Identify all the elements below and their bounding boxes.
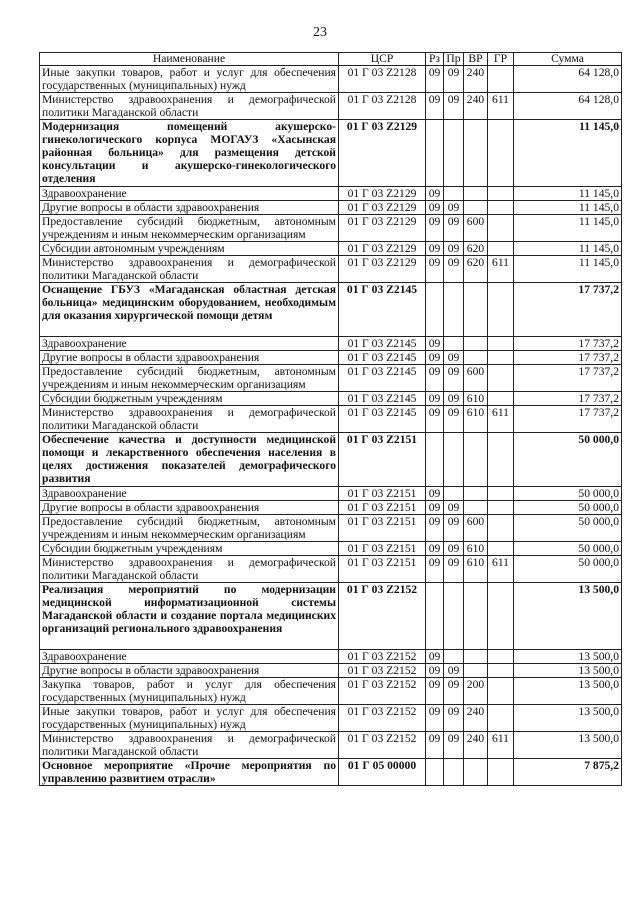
row-rz-cell: 09: [426, 256, 444, 283]
row-csr-cell: 01 Г 03 Z2152: [339, 650, 426, 664]
row-sum-cell: 64 128,0: [514, 66, 622, 93]
table-header-row: [40, 53, 622, 66]
table-row: [40, 487, 622, 501]
row-csr-cell: 01 Г 03 Z2151: [339, 501, 426, 515]
row-gr-cell: [488, 664, 514, 678]
row-vr-cell: [464, 501, 488, 515]
table-row: [40, 732, 622, 759]
row-rz-cell: 09: [426, 187, 444, 201]
header-vr: ВР: [464, 53, 488, 66]
row-csr-cell: 01 Г 03 Z2152: [339, 705, 426, 732]
row-sum-cell: 13 500,0: [514, 678, 622, 705]
table-row: [40, 583, 622, 650]
table-row: [40, 187, 622, 201]
row-gr-cell: [488, 759, 514, 786]
row-csr-cell: 01 Г 03 Z2152: [339, 678, 426, 705]
row-pr-cell: 09: [444, 542, 464, 556]
table-row: [40, 556, 622, 583]
row-sum-cell: 11 145,0: [514, 201, 622, 215]
row-name-cell: Иные закупки товаров, работ и услуг для обеспечения государственных (муниципальных) нужд: [40, 66, 339, 93]
table-row: [40, 201, 622, 215]
table-row: [40, 392, 622, 406]
row-name-cell: Другие вопросы в области здравоохранения: [40, 501, 339, 515]
row-gr-cell: [488, 515, 514, 542]
row-vr-cell: 600: [464, 515, 488, 542]
row-gr-cell: 611: [488, 93, 514, 120]
row-rz-cell: 09: [426, 501, 444, 515]
row-sum-cell: 7 875,2: [514, 759, 622, 786]
row-rz-cell: 09: [426, 556, 444, 583]
row-csr-cell: 01 Г 03 Z2145: [339, 406, 426, 433]
row-vr-cell: 610: [464, 392, 488, 406]
row-pr-cell: 09: [444, 201, 464, 215]
row-sum-cell: 11 145,0: [514, 120, 622, 187]
row-vr-cell: 610: [464, 406, 488, 433]
row-csr-cell: 01 Г 03 Z2129: [339, 187, 426, 201]
row-rz-cell: 09: [426, 66, 444, 93]
row-rz-cell: 09: [426, 678, 444, 705]
row-csr-cell: 01 Г 03 Z2129: [339, 201, 426, 215]
row-name-cell: Другие вопросы в области здравоохранения: [40, 664, 339, 678]
row-gr-cell: 611: [488, 406, 514, 433]
row-sum-cell: 11 145,0: [514, 256, 622, 283]
row-gr-cell: [488, 120, 514, 187]
table-row: [40, 66, 622, 93]
row-sum-cell: 17 737,2: [514, 283, 622, 337]
row-vr-cell: [464, 351, 488, 365]
row-gr-cell: [488, 242, 514, 256]
row-vr-cell: 610: [464, 556, 488, 583]
table-row: [40, 406, 622, 433]
row-name-cell: Министерство здравоохранения и демографической политики Магаданской области: [40, 93, 339, 120]
row-vr-cell: [464, 759, 488, 786]
row-csr-cell: 01 Г 03 Z2129: [339, 256, 426, 283]
row-gr-cell: 611: [488, 556, 514, 583]
row-rz-cell: 09: [426, 365, 444, 392]
row-gr-cell: [488, 351, 514, 365]
row-vr-cell: 620: [464, 242, 488, 256]
row-pr-cell: 09: [444, 365, 464, 392]
row-sum-cell: 17 737,2: [514, 337, 622, 351]
table-row: [40, 215, 622, 242]
row-name-cell: Субсидии бюджетным учреждениям: [40, 392, 339, 406]
row-sum-cell: 13 500,0: [514, 650, 622, 664]
row-vr-cell: 200: [464, 678, 488, 705]
row-vr-cell: [464, 120, 488, 187]
row-csr-cell: 01 Г 03 Z2151: [339, 542, 426, 556]
row-sum-cell: 50 000,0: [514, 433, 622, 487]
table-row: [40, 705, 622, 732]
row-pr-cell: [444, 759, 464, 786]
row-pr-cell: 09: [444, 93, 464, 120]
row-gr-cell: [488, 283, 514, 337]
row-name-cell: Здравоохранение: [40, 337, 339, 351]
row-sum-cell: 13 500,0: [514, 732, 622, 759]
row-pr-cell: 09: [444, 515, 464, 542]
row-gr-cell: [488, 501, 514, 515]
budget-table: [39, 52, 622, 786]
row-pr-cell: [444, 433, 464, 487]
row-name-cell: Министерство здравоохранения и демографической политики Магаданской области: [40, 256, 339, 283]
header-csr: ЦСР: [339, 53, 426, 66]
row-name-cell: Министерство здравоохранения и демографической политики Магаданской области: [40, 406, 339, 433]
row-gr-cell: [488, 542, 514, 556]
table-row: [40, 433, 622, 487]
row-pr-cell: [444, 650, 464, 664]
row-name-cell: Субсидии бюджетным учреждениям: [40, 542, 339, 556]
row-sum-cell: 13 500,0: [514, 583, 622, 650]
row-pr-cell: 09: [444, 664, 464, 678]
row-csr-cell: 01 Г 03 Z2128: [339, 93, 426, 120]
row-name-cell: Основное мероприятие «Прочие мероприятия по управлению развитием отрасли»: [40, 759, 339, 786]
table-row: [40, 515, 622, 542]
row-gr-cell: [488, 705, 514, 732]
header-name: Наименование: [40, 53, 339, 66]
row-sum-cell: 50 000,0: [514, 515, 622, 542]
table-row: [40, 664, 622, 678]
row-csr-cell: 01 Г 03 Z2152: [339, 583, 426, 650]
row-name-cell: Министерство здравоохранения и демографической политики Магаданской области: [40, 556, 339, 583]
row-csr-cell: 01 Г 03 Z2129: [339, 215, 426, 242]
row-sum-cell: 50 000,0: [514, 556, 622, 583]
row-name-cell: Министерство здравоохранения и демографической политики Магаданской области: [40, 732, 339, 759]
row-gr-cell: [488, 187, 514, 201]
row-rz-cell: 09: [426, 650, 444, 664]
row-rz-cell: [426, 120, 444, 187]
row-gr-cell: [488, 487, 514, 501]
row-name-cell: Субсидии автономным учреждениям: [40, 242, 339, 256]
table-row: [40, 501, 622, 515]
row-sum-cell: 11 145,0: [514, 187, 622, 201]
row-pr-cell: [444, 283, 464, 337]
row-sum-cell: 50 000,0: [514, 501, 622, 515]
row-pr-cell: 09: [444, 678, 464, 705]
row-vr-cell: [464, 187, 488, 201]
table-body: [40, 66, 622, 786]
row-pr-cell: 09: [444, 501, 464, 515]
row-rz-cell: 09: [426, 664, 444, 678]
row-csr-cell: 01 Г 03 Z2151: [339, 556, 426, 583]
row-sum-cell: 50 000,0: [514, 487, 622, 501]
row-csr-cell: 01 Г 03 Z2152: [339, 732, 426, 759]
row-name-cell: Здравоохранение: [40, 487, 339, 501]
row-rz-cell: 09: [426, 515, 444, 542]
row-gr-cell: 611: [488, 732, 514, 759]
header-gr: ГР: [488, 53, 514, 66]
row-csr-cell: 01 Г 03 Z2145: [339, 392, 426, 406]
row-name-cell: Закупка товаров, работ и услуг для обеспечения государственных (муниципальных) нужд: [40, 678, 339, 705]
row-vr-cell: 240: [464, 66, 488, 93]
row-sum-cell: 11 145,0: [514, 242, 622, 256]
header-pr: Пр: [444, 53, 464, 66]
row-rz-cell: 09: [426, 487, 444, 501]
row-name-cell: Другие вопросы в области здравоохранения: [40, 201, 339, 215]
row-pr-cell: 09: [444, 256, 464, 283]
row-name-cell: Обеспечение качества и доступности медицинской помощи и лекарственного обеспечения населения в целях достижения показателей демографического развития: [40, 433, 339, 487]
row-rz-cell: [426, 759, 444, 786]
row-vr-cell: [464, 433, 488, 487]
table-row: [40, 678, 622, 705]
row-pr-cell: 09: [444, 556, 464, 583]
row-name-cell: Здравоохранение: [40, 187, 339, 201]
table-row: [40, 337, 622, 351]
row-csr-cell: 01 Г 03 Z2152: [339, 664, 426, 678]
row-csr-cell: 01 Г 03 Z2129: [339, 242, 426, 256]
table-row: [40, 283, 622, 337]
row-gr-cell: [488, 650, 514, 664]
row-name-cell: Оснащение ГБУЗ «Магаданская областная детская больница» медицинским оборудованием, необходимым для оказания хирургической помощи детям: [40, 283, 339, 337]
row-pr-cell: [444, 487, 464, 501]
row-gr-cell: [488, 66, 514, 93]
table-row: [40, 256, 622, 283]
row-csr-cell: 01 Г 03 Z2145: [339, 365, 426, 392]
row-gr-cell: 611: [488, 256, 514, 283]
row-rz-cell: [426, 433, 444, 487]
row-pr-cell: 09: [444, 392, 464, 406]
row-pr-cell: [444, 120, 464, 187]
row-csr-cell: 01 Г 03 Z2151: [339, 515, 426, 542]
row-name-cell: Здравоохранение: [40, 650, 339, 664]
row-vr-cell: 600: [464, 365, 488, 392]
table-row: [40, 351, 622, 365]
row-pr-cell: 09: [444, 242, 464, 256]
row-rz-cell: 09: [426, 705, 444, 732]
row-vr-cell: 620: [464, 256, 488, 283]
row-vr-cell: [464, 487, 488, 501]
row-vr-cell: 610: [464, 542, 488, 556]
table-row: [40, 242, 622, 256]
header-sum: Сумма: [514, 53, 622, 66]
row-sum-cell: 17 737,2: [514, 406, 622, 433]
row-vr-cell: 600: [464, 215, 488, 242]
row-rz-cell: 09: [426, 732, 444, 759]
row-pr-cell: 09: [444, 732, 464, 759]
row-name-cell: Предоставление субсидий бюджетным, автономным учреждениям и иным некоммерческим организациям: [40, 215, 339, 242]
row-sum-cell: 13 500,0: [514, 664, 622, 678]
row-rz-cell: 09: [426, 542, 444, 556]
header-rz: Рз: [426, 53, 444, 66]
row-sum-cell: 17 737,2: [514, 365, 622, 392]
row-csr-cell: 01 Г 05 00000: [339, 759, 426, 786]
row-vr-cell: [464, 650, 488, 664]
row-vr-cell: [464, 283, 488, 337]
row-sum-cell: 17 737,2: [514, 351, 622, 365]
row-pr-cell: 09: [444, 351, 464, 365]
row-sum-cell: 64 128,0: [514, 93, 622, 120]
row-pr-cell: [444, 187, 464, 201]
row-pr-cell: 09: [444, 705, 464, 732]
table-row: [40, 650, 622, 664]
row-vr-cell: [464, 201, 488, 215]
row-csr-cell: 01 Г 03 Z2151: [339, 433, 426, 487]
row-vr-cell: [464, 337, 488, 351]
row-rz-cell: 09: [426, 392, 444, 406]
row-csr-cell: 01 Г 03 Z2145: [339, 337, 426, 351]
row-gr-cell: [488, 365, 514, 392]
row-rz-cell: 09: [426, 337, 444, 351]
row-csr-cell: 01 Г 03 Z2145: [339, 351, 426, 365]
page-number: 23: [313, 25, 327, 40]
row-vr-cell: 240: [464, 705, 488, 732]
row-gr-cell: [488, 392, 514, 406]
row-gr-cell: [488, 337, 514, 351]
table-row: [40, 759, 622, 786]
row-sum-cell: 17 737,2: [514, 392, 622, 406]
row-vr-cell: [464, 664, 488, 678]
row-rz-cell: 09: [426, 215, 444, 242]
row-rz-cell: 09: [426, 406, 444, 433]
row-csr-cell: 01 Г 03 Z2151: [339, 487, 426, 501]
row-csr-cell: 01 Г 03 Z2129: [339, 120, 426, 187]
row-name-cell: Предоставление субсидий бюджетным, автономным учреждениям и иным некоммерческим организациям: [40, 365, 339, 392]
row-vr-cell: [464, 583, 488, 650]
row-rz-cell: 09: [426, 93, 444, 120]
row-pr-cell: 09: [444, 215, 464, 242]
row-name-cell: Предоставление субсидий бюджетным, автономным учреждениям и иным некоммерческим организациям: [40, 515, 339, 542]
row-rz-cell: [426, 583, 444, 650]
row-rz-cell: 09: [426, 201, 444, 215]
row-csr-cell: 01 Г 03 Z2128: [339, 66, 426, 93]
row-rz-cell: 09: [426, 242, 444, 256]
row-gr-cell: [488, 433, 514, 487]
row-pr-cell: 09: [444, 406, 464, 433]
row-name-cell: Иные закупки товаров, работ и услуг для обеспечения государственных (муниципальных) нужд: [40, 705, 339, 732]
table-row: [40, 120, 622, 187]
table-row: [40, 93, 622, 120]
row-gr-cell: [488, 678, 514, 705]
row-sum-cell: 11 145,0: [514, 215, 622, 242]
row-rz-cell: 09: [426, 351, 444, 365]
row-vr-cell: 240: [464, 93, 488, 120]
row-name-cell: Другие вопросы в области здравоохранения: [40, 351, 339, 365]
table-row: [40, 365, 622, 392]
row-pr-cell: [444, 583, 464, 650]
table-row: [40, 542, 622, 556]
row-gr-cell: [488, 215, 514, 242]
row-name-cell: Модернизация помещений акушерско-гинекологического корпуса МОГАУЗ «Хасынская районная больница» для размещения детской консультации и акушерско-гинекологического отделения: [40, 120, 339, 187]
row-gr-cell: [488, 583, 514, 650]
row-gr-cell: [488, 201, 514, 215]
row-sum-cell: 50 000,0: [514, 542, 622, 556]
row-vr-cell: 240: [464, 732, 488, 759]
row-pr-cell: 09: [444, 66, 464, 93]
row-name-cell: Реализация мероприятий по модернизации медицинской информатизационной системы Магаданской области и создание портала медицинских организаций регионального здравоохранения: [40, 583, 339, 650]
row-sum-cell: 13 500,0: [514, 705, 622, 732]
row-pr-cell: [444, 337, 464, 351]
row-csr-cell: 01 Г 03 Z2145: [339, 283, 426, 337]
row-rz-cell: [426, 283, 444, 337]
